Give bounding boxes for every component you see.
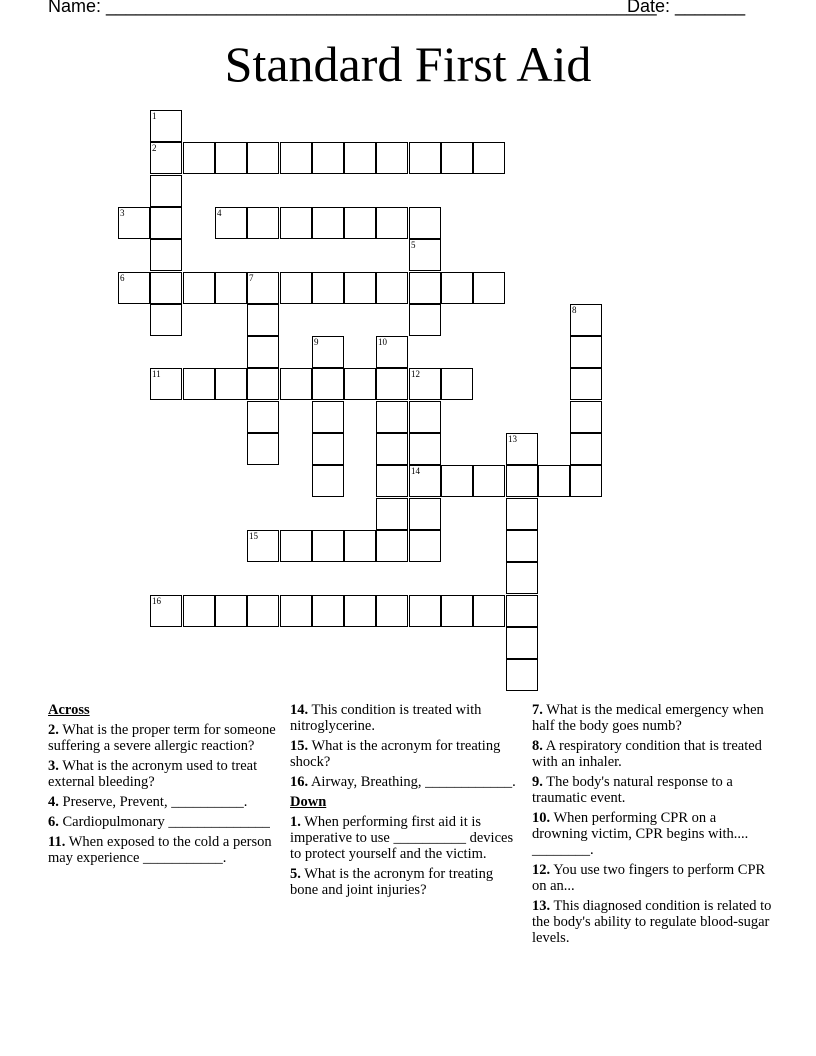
grid-cell[interactable] <box>506 659 538 691</box>
clue-item-number: 8. <box>532 738 543 754</box>
grid-cell[interactable] <box>570 336 602 368</box>
clue-number: 6 <box>120 273 125 283</box>
clue-item <box>48 758 283 790</box>
grid-cell[interactable] <box>409 498 441 530</box>
grid-cell[interactable] <box>376 368 408 400</box>
grid-cell[interactable] <box>409 530 441 562</box>
clue-number: 3 <box>120 208 125 218</box>
clue-item <box>532 898 772 946</box>
clues-column-1 <box>48 702 283 870</box>
clue-item-number: 13. <box>532 898 551 914</box>
grid-cell[interactable] <box>312 401 344 433</box>
clue-number: 8 <box>572 305 577 315</box>
clue-number: 16 <box>152 596 161 606</box>
clue-item-number: 11. <box>48 834 66 850</box>
grid-cell[interactable] <box>247 207 279 239</box>
clue-item-number: 14. <box>290 702 309 718</box>
grid-cell-14[interactable] <box>409 465 441 497</box>
grid-cell-5[interactable] <box>409 239 441 271</box>
grid-cell[interactable] <box>506 595 538 627</box>
grid-cell[interactable] <box>409 272 441 304</box>
grid-cell[interactable] <box>409 433 441 465</box>
grid-cell-2[interactable] <box>150 142 182 174</box>
grid-cell[interactable] <box>150 175 182 207</box>
grid-cell[interactable] <box>183 142 215 174</box>
grid-cell-15[interactable] <box>247 530 279 562</box>
grid-cell[interactable] <box>312 433 344 465</box>
clue-item-number: 10. <box>532 810 551 826</box>
clue-item-number: 1. <box>290 814 301 830</box>
grid-cell[interactable] <box>280 142 312 174</box>
clue-item <box>532 702 772 734</box>
clue-item-text: You use two fingers to perform CPR on an... <box>532 862 766 894</box>
grid-cell[interactable] <box>344 272 376 304</box>
down-heading: Down <box>290 794 327 810</box>
clue-item-number: 2. <box>48 722 59 738</box>
grid-cell[interactable] <box>441 272 473 304</box>
grid-cell[interactable] <box>247 401 279 433</box>
grid-cell[interactable] <box>344 142 376 174</box>
grid-cell[interactable] <box>506 562 538 594</box>
grid-cell[interactable] <box>247 304 279 336</box>
clue-item-text: This condition is treated with nitroglycerine. <box>290 702 482 734</box>
grid-cell[interactable] <box>280 272 312 304</box>
clue-item <box>48 814 283 830</box>
grid-cell[interactable] <box>150 304 182 336</box>
grid-cell[interactable] <box>215 142 247 174</box>
clue-item <box>532 774 772 806</box>
grid-cell[interactable] <box>506 498 538 530</box>
grid-cell[interactable] <box>376 401 408 433</box>
grid-cell[interactable] <box>344 207 376 239</box>
grid-cell-6[interactable] <box>118 272 150 304</box>
clue-number: 7 <box>249 273 254 283</box>
clue-item-text: A respiratory condition that is treated with an inhaler. <box>532 738 762 770</box>
grid-cell[interactable] <box>570 401 602 433</box>
grid-cell[interactable] <box>376 595 408 627</box>
grid-cell[interactable] <box>280 595 312 627</box>
grid-cell-4[interactable] <box>215 207 247 239</box>
grid-cell[interactable] <box>312 530 344 562</box>
grid-cell[interactable] <box>376 433 408 465</box>
grid-cell[interactable] <box>570 465 602 497</box>
clue-item <box>48 722 283 754</box>
clue-number: 1 <box>152 111 157 121</box>
clue-number: 11 <box>152 369 161 379</box>
grid-cell[interactable] <box>376 498 408 530</box>
clue-item <box>532 738 772 770</box>
grid-cell[interactable] <box>312 595 344 627</box>
grid-cell[interactable] <box>247 142 279 174</box>
clue-item-text: What is the acronym used to treat external bleeding? <box>48 758 258 790</box>
grid-cell[interactable] <box>441 465 473 497</box>
clue-item-number: 9. <box>532 774 543 790</box>
clue-item-number: 6. <box>48 814 59 830</box>
grid-cell[interactable] <box>344 530 376 562</box>
grid-cell-10[interactable] <box>376 336 408 368</box>
clue-item <box>48 834 283 866</box>
grid-cell[interactable] <box>215 595 247 627</box>
grid-cell[interactable] <box>376 272 408 304</box>
clue-item <box>48 794 283 810</box>
clue-item-number: 4. <box>48 794 59 810</box>
clue-item-number: 3. <box>48 758 59 774</box>
clue-item-text: Cardiopulmonary ______________ <box>58 814 270 830</box>
grid-cell[interactable] <box>183 272 215 304</box>
clue-item <box>290 814 520 862</box>
grid-cell[interactable] <box>409 142 441 174</box>
clue-item-text: Airway, Breathing, ____________. <box>308 774 516 790</box>
grid-cell[interactable] <box>280 368 312 400</box>
clue-number: 13 <box>508 434 517 444</box>
grid-cell[interactable] <box>150 207 182 239</box>
grid-cell[interactable] <box>247 368 279 400</box>
grid-cell[interactable] <box>183 368 215 400</box>
grid-cell[interactable] <box>506 465 538 497</box>
clues-column-2 <box>290 702 520 902</box>
grid-cell[interactable] <box>473 465 505 497</box>
grid-cell-12[interactable] <box>409 368 441 400</box>
clue-item <box>290 774 520 790</box>
grid-cell[interactable] <box>247 336 279 368</box>
clue-item-text: When exposed to the cold a person may experience ___________. <box>48 834 272 866</box>
clue-item-text: This diagnosed condition is related to the body's ability to regulate blood-sugar levels. <box>532 898 772 946</box>
clue-item-text: What is the acronym for treating bone and joint injuries? <box>290 866 494 898</box>
grid-cell-8[interactable] <box>570 304 602 336</box>
clue-list-down-1 <box>290 814 520 898</box>
grid-cell[interactable] <box>409 207 441 239</box>
grid-cell-11[interactable] <box>150 368 182 400</box>
grid-cell[interactable] <box>312 465 344 497</box>
grid-cell[interactable] <box>247 433 279 465</box>
grid-cell[interactable] <box>506 627 538 659</box>
grid-cell[interactable] <box>570 368 602 400</box>
grid-cell[interactable] <box>183 595 215 627</box>
grid-cell[interactable] <box>409 304 441 336</box>
grid-cell[interactable] <box>506 530 538 562</box>
name-line: Name: _______________________________________________________ <box>48 0 657 16</box>
clue-list-across-2 <box>290 702 520 790</box>
clue-item <box>290 738 520 770</box>
clue-item-text: What is the proper term for someone suffering a severe allergic reaction? <box>48 722 276 754</box>
clue-item-text: The body's natural response to a traumatic event. <box>532 774 733 806</box>
clue-number: 10 <box>378 337 387 347</box>
grid-cell[interactable] <box>280 207 312 239</box>
clue-item-text: When performing first aid it is imperative to use __________ devices to protect yourself and the victim. <box>290 814 514 862</box>
grid-cell[interactable] <box>441 368 473 400</box>
grid-cell[interactable] <box>344 595 376 627</box>
grid-cell[interactable] <box>473 142 505 174</box>
grid-cell[interactable] <box>409 595 441 627</box>
grid-cell[interactable] <box>441 142 473 174</box>
grid-cell[interactable] <box>473 595 505 627</box>
clue-number: 12 <box>411 369 420 379</box>
grid-cell[interactable] <box>409 401 441 433</box>
grid-cell-3[interactable] <box>118 207 150 239</box>
clue-item-number: 5. <box>290 866 301 882</box>
grid-cell-16[interactable] <box>150 595 182 627</box>
clue-item <box>290 866 520 898</box>
clue-number: 5 <box>411 240 416 250</box>
grid-cell[interactable] <box>570 433 602 465</box>
across-heading: Across <box>48 702 90 718</box>
clue-number: 4 <box>217 208 222 218</box>
clue-list-down-2 <box>532 702 772 946</box>
grid-cell[interactable] <box>376 142 408 174</box>
clue-item-text: What is the medical emergency when half the body goes numb? <box>532 702 764 734</box>
grid-cell-1[interactable] <box>150 110 182 142</box>
grid-cell[interactable] <box>473 272 505 304</box>
clue-item <box>532 862 772 894</box>
clue-number: 14 <box>411 466 420 476</box>
grid-cell[interactable] <box>312 272 344 304</box>
grid-cell[interactable] <box>215 272 247 304</box>
clue-item-number: 16. <box>290 774 309 790</box>
clue-item-number: 15. <box>290 738 309 754</box>
clues-column-3 <box>532 702 772 950</box>
clue-item <box>532 810 772 858</box>
grid-cell[interactable] <box>312 142 344 174</box>
grid-cell[interactable] <box>247 595 279 627</box>
grid-cell[interactable] <box>538 465 570 497</box>
clue-number: 2 <box>152 143 157 153</box>
clue-list-across-1 <box>48 722 283 866</box>
grid-cell-13[interactable] <box>506 433 538 465</box>
grid-cell[interactable] <box>376 530 408 562</box>
grid-cell-7[interactable] <box>247 272 279 304</box>
grid-cell[interactable] <box>215 368 247 400</box>
clue-item-text: When performing CPR on a drowning victim, CPR begins with.... ________. <box>532 810 749 858</box>
clue-item-number: 7. <box>532 702 543 718</box>
grid-cell[interactable] <box>312 207 344 239</box>
grid-cell[interactable] <box>376 207 408 239</box>
clue-number: 15 <box>249 531 258 541</box>
date-line: Date: _______ <box>627 0 746 16</box>
clue-item-text: What is the acronym for treating shock? <box>290 738 501 770</box>
clue-item-number: 12. <box>532 862 551 878</box>
grid-cell[interactable] <box>150 239 182 271</box>
grid-cell[interactable] <box>344 368 376 400</box>
grid-cell-9[interactable] <box>312 336 344 368</box>
page-title: Standard First Aid <box>224 36 592 92</box>
grid-cell[interactable] <box>150 272 182 304</box>
clue-number: 9 <box>314 337 319 347</box>
clue-item <box>290 702 520 734</box>
grid-cell[interactable] <box>441 595 473 627</box>
clue-item-text: Preserve, Prevent, __________. <box>58 794 248 810</box>
grid-cell[interactable] <box>280 530 312 562</box>
grid-cell[interactable] <box>376 465 408 497</box>
grid-cell[interactable] <box>312 368 344 400</box>
